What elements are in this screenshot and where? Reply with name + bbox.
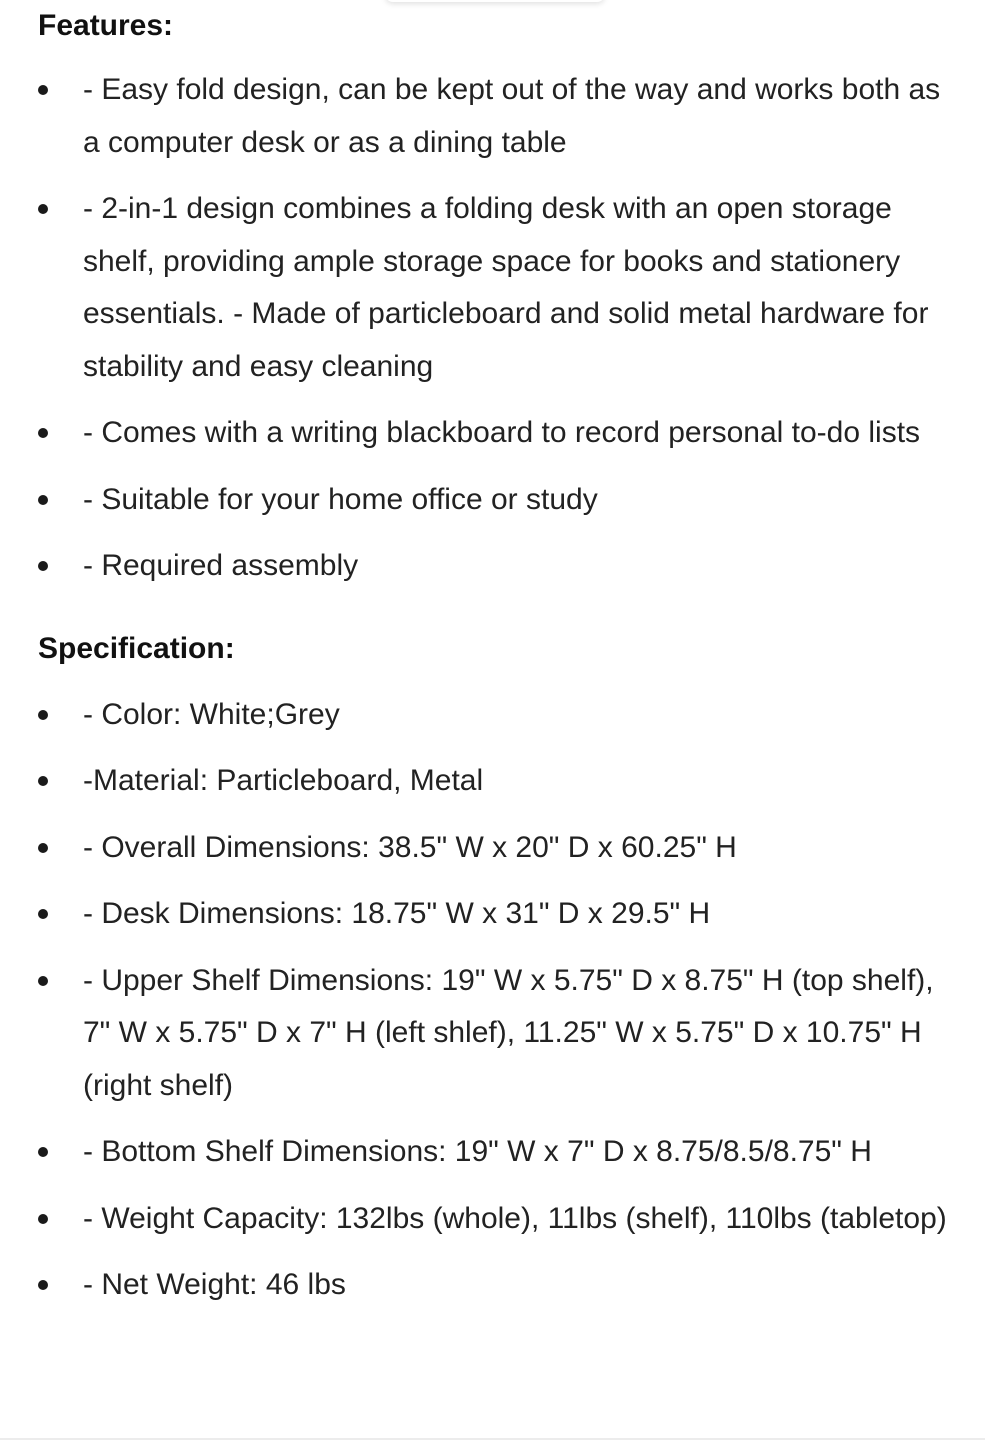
bullet-icon xyxy=(38,1280,48,1290)
list-item xyxy=(38,755,958,808)
bullet-icon xyxy=(38,976,48,986)
list-item-text: - Bottom Shelf Dimensions: 19" W x 7" D x 8.75/8.5/8.75" H xyxy=(83,1135,872,1168)
product-details xyxy=(38,0,958,1312)
list-item xyxy=(38,407,958,460)
specification-list xyxy=(38,689,958,1312)
list-item-text: - Easy fold design, can be kept out of the way and works both as a computer desk or as a dining table xyxy=(83,73,941,159)
specification-heading: Specification: xyxy=(38,631,235,665)
list-item xyxy=(38,689,958,742)
list-item xyxy=(38,64,958,169)
bullet-icon xyxy=(38,561,48,571)
list-item-text: - Overall Dimensions: 38.5" W x 20" D x 60.25" H xyxy=(83,830,737,864)
list-item xyxy=(38,1126,958,1179)
list-item-text: - Weight Capacity: 132lbs (whole), 11lbs (shelf), 110lbs (tabletop) xyxy=(83,1201,947,1235)
list-item-text: - 2-in-1 design combines a folding desk with an open storage shelf, providing ample storage space for books and stationery essentials. - Made of particleboard and solid metal hardware for stability and easy cleaning xyxy=(83,192,929,383)
bullet-icon xyxy=(38,1214,48,1224)
list-item xyxy=(38,955,958,1113)
bullet-icon xyxy=(38,843,48,853)
bullet-icon xyxy=(38,204,48,214)
bullet-icon xyxy=(38,495,48,505)
list-item-text: - Net Weight: 46 lbs xyxy=(83,1268,346,1301)
bullet-icon xyxy=(38,1147,48,1157)
list-item xyxy=(38,540,958,593)
list-item-text: - Desk Dimensions: 18.75" W x 31" D x 29.5" H xyxy=(83,897,711,930)
bullet-icon xyxy=(38,428,48,438)
list-item xyxy=(38,822,958,875)
list-item xyxy=(38,474,958,527)
bullet-icon xyxy=(38,710,48,720)
bullet-icon xyxy=(38,776,48,786)
list-item xyxy=(38,1193,958,1246)
list-item xyxy=(38,1259,958,1312)
list-item xyxy=(38,888,958,941)
list-item-text: - Comes with a writing blackboard to record personal to-do lists xyxy=(83,416,921,449)
bullet-icon xyxy=(38,85,48,95)
list-item xyxy=(38,183,958,393)
features-heading: Features: xyxy=(38,9,174,42)
features-list xyxy=(38,64,958,593)
list-item-text: - Color: White;Grey xyxy=(83,697,340,731)
list-item-text: - Upper Shelf Dimensions: 19" W x 5.75" D x 8.75" H (top shelf), 7" W x 5.75" D x 7" H (left shlef), 11.25" W x 5.75" D x 10.75" H (right shelf) xyxy=(83,963,934,1102)
list-item-text: - Suitable for your home office or study xyxy=(83,482,598,516)
list-item-text: -Material: Particleboard, Metal xyxy=(83,764,484,797)
bullet-icon xyxy=(38,909,48,919)
list-item-text: - Required assembly xyxy=(83,549,359,582)
